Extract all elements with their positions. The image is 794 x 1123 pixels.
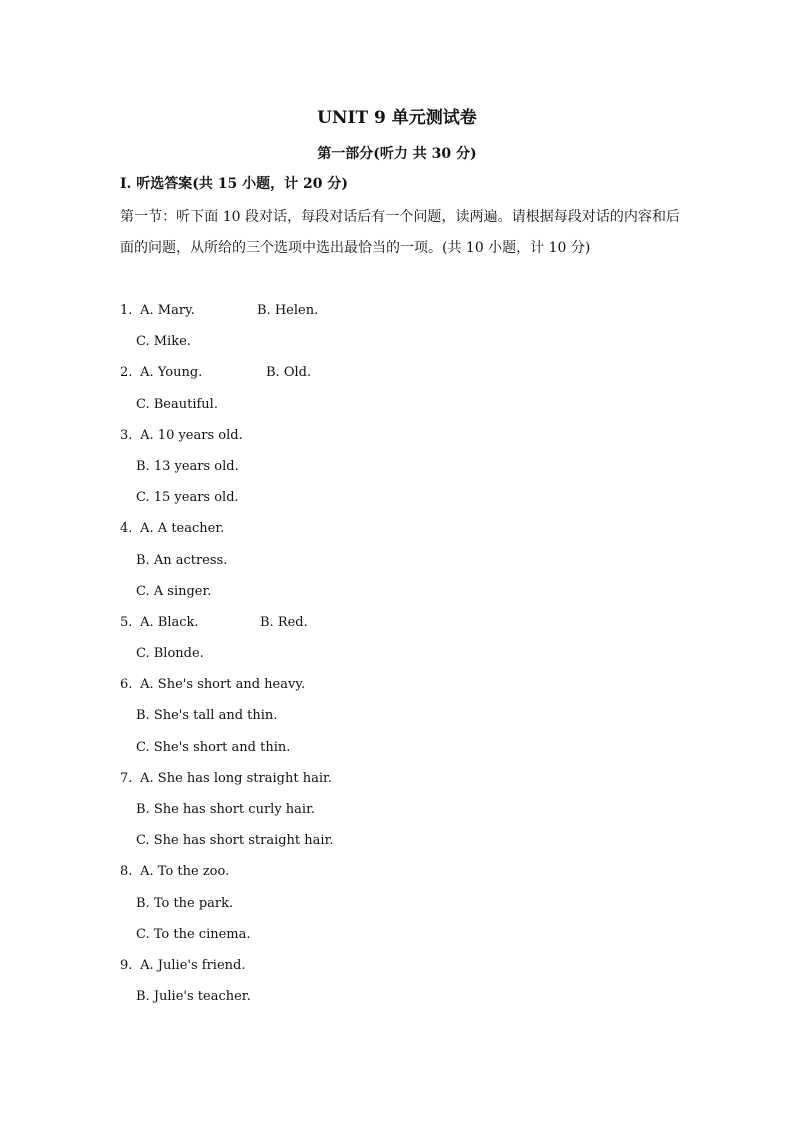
question-number: 5.: [120, 614, 133, 630]
question-8-row-c: [120, 919, 680, 950]
option-b: B. To the park.: [136, 895, 234, 911]
question-list: [120, 295, 680, 1012]
question-2-row-ab: [120, 357, 680, 388]
option-b: B. Old.: [266, 365, 312, 381]
option-a: A. Mary.: [140, 303, 195, 318]
question-9-row-b: [120, 981, 680, 1012]
section-heading: Ⅰ. 听选答案(共 15 小题，计 20 分): [120, 176, 349, 192]
option-b: B. She has short curly hair.: [136, 802, 315, 817]
part-subtitle: 第一部分(听力 共 30 分): [317, 146, 477, 162]
option-c: C. She has short straight hair.: [136, 833, 334, 849]
section-instructions: 第一节：听下面 10 段对话，每段对话后有一个问题，读两遍。请根据每段对话的内容和后面的问题，从所给的三个选项中选出最恰当的一项。(共 10 小题，计 10 分): [120, 209, 680, 256]
question-number: 9.: [120, 957, 133, 973]
question-5-row-c: [120, 638, 680, 669]
question-4-row-c: [120, 576, 680, 607]
question-7-row-c: [120, 825, 680, 856]
question-8-row-a: [120, 856, 680, 887]
question-number: 6.: [120, 677, 133, 693]
option-a: A. To the zoo.: [140, 864, 230, 880]
question-number: 2.: [120, 365, 133, 381]
option-b: B. Helen.: [257, 303, 319, 318]
question-6-row-a: [120, 669, 680, 700]
question-number: 3.: [120, 427, 133, 443]
option-b: B. She's tall and thin.: [136, 708, 278, 724]
question-number: 7.: [120, 770, 133, 786]
option-b: B. Red.: [260, 614, 308, 630]
option-b: B. An actress.: [136, 552, 228, 568]
option-a: A. She has long straight hair.: [140, 770, 332, 786]
question-3-row-c: [120, 482, 680, 513]
option-c: C. Mike.: [136, 334, 191, 350]
question-number: 4.: [120, 521, 133, 537]
option-a: A. Young.: [140, 365, 203, 381]
question-5-row-ab: [120, 607, 680, 638]
question-1-row-ab: [120, 295, 680, 326]
question-2-row-c: [120, 389, 680, 420]
question-number: 8.: [120, 864, 133, 880]
question-3-row-b: [120, 451, 680, 482]
option-c: C. To the cinema.: [136, 926, 251, 942]
option-c: C. A singer.: [136, 583, 212, 599]
question-3-row-a: [120, 420, 680, 451]
question-6-row-b: [120, 700, 680, 731]
question-8-row-b: [120, 888, 680, 919]
option-c: C. 15 years old.: [136, 490, 239, 506]
option-a: A. Black.: [140, 614, 199, 630]
question-7-row-a: [120, 763, 680, 794]
question-7-row-b: [120, 794, 680, 825]
option-a: A. A teacher.: [140, 521, 225, 537]
option-b: B. 13 years old.: [136, 458, 239, 474]
question-4-row-a: [120, 513, 680, 544]
option-c: C. Blonde.: [136, 646, 204, 662]
option-c: C. She's short and thin.: [136, 739, 291, 755]
question-number: 1.: [120, 303, 133, 318]
option-b: B. Julie's teacher.: [136, 989, 251, 1005]
option-a: A. 10 years old.: [140, 427, 243, 443]
question-1-row-c: [120, 326, 680, 357]
option-a: A. She's short and heavy.: [140, 677, 306, 693]
question-6-row-c: [120, 732, 680, 763]
option-a: A. Julie's friend.: [140, 957, 246, 973]
page-title: UNIT 9 单元测试卷: [317, 108, 477, 128]
option-c: C. Beautiful.: [136, 396, 218, 412]
question-4-row-b: [120, 545, 680, 576]
question-9-row-a: [120, 950, 680, 981]
